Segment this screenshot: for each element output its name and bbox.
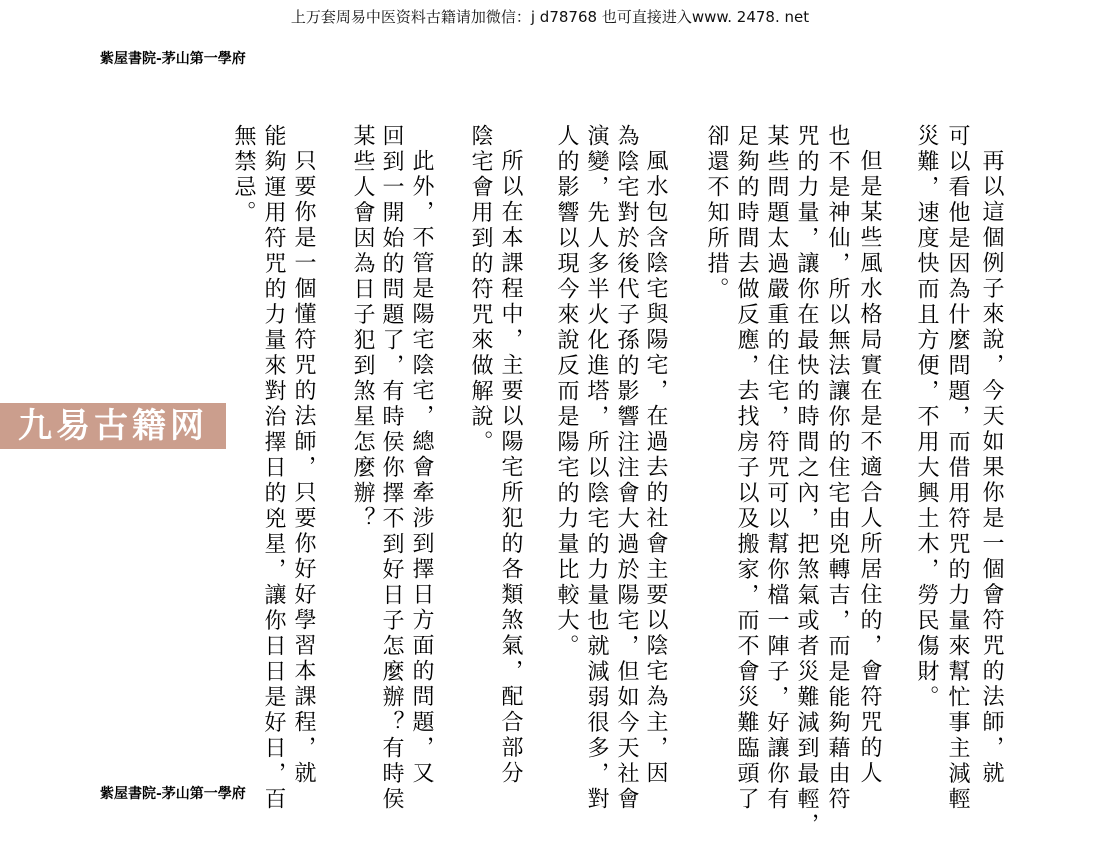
text-column: 只要你是一個懂符咒的法師，只要你好好學習本課程，就	[291, 149, 316, 787]
text-column: 人的影響以現今來說反而是陽宅的力量比較大。	[554, 124, 579, 660]
text-column: 可以看他是因為什麼問題，而借用符咒的力量來幫忙事主減輕	[945, 124, 970, 813]
text-column: 某些人會因為日子犯到煞星怎麼辦？	[350, 124, 375, 532]
text-column: 所以在本課程中，主要以陽宅所犯的各類煞氣，配合部分	[498, 149, 523, 787]
text-column: 但是某些風水格局實在是不適合人所居住的，會符咒的人	[857, 149, 882, 787]
text-column: 風水包含陰宅與陽宅，在過去的社會主要以陰宅為主，因	[643, 149, 668, 787]
text-column: 咒的力量，讓你在最快的時間之內，把煞氣或者災難減到最輕，	[794, 124, 819, 838]
watermark-logo	[0, 403, 226, 449]
text-column: 某些問題太過嚴重的住宅，符咒可以幫你檔一陣子，好讓你有	[764, 124, 789, 813]
text-column: 回到一開始的問題了，有時侯你擇不到好日子怎麼辦？有時侯	[379, 124, 404, 813]
download-banner: 上万套周易中医资料古籍请加微信：j d78768 也可直接进入www. 2478. net	[290, 8, 810, 26]
text-column: 卻還不知所措。	[704, 124, 729, 303]
header-publisher-label: 紫屋書院-茅山第一學府	[100, 51, 246, 67]
text-column: 陰宅會用到的符咒來做解說。	[468, 124, 493, 456]
text-column: 無禁忌。	[231, 124, 256, 226]
vertical-text-body	[200, 124, 1005, 838]
text-column: 再以這個例子來說，今天如果你是一個會符咒的法師，就	[979, 149, 1004, 787]
text-column: 足夠的時間去做反應，去找房子以及搬家，而不會災難臨頭了	[734, 124, 759, 813]
watermark-text: 九易古籍网	[18, 406, 208, 446]
text-column: 也不是神仙，所以無法讓你的住宅由兇轉吉，而是能夠藉由符	[825, 124, 850, 813]
text-column: 災難，速度快而且方便，不用大興土木，勞民傷財。	[914, 124, 939, 711]
text-column: 演變，先人多半火化進塔，所以陰宅的力量也就減弱很多，對	[584, 124, 609, 813]
text-column: 能夠運用符咒的力量來對治擇日的兇星，讓你日日是好日，百	[261, 124, 286, 813]
text-column: 為陰宅對於後代子孫的影響注注會大過於陽宅，但如今天社會	[614, 124, 639, 813]
text-column: 此外，不管是陽宅陰宅，總會牽涉到擇日方面的問題，又	[409, 149, 434, 787]
footer-publisher-label: 紫屋書院-茅山第一學府	[100, 786, 246, 802]
